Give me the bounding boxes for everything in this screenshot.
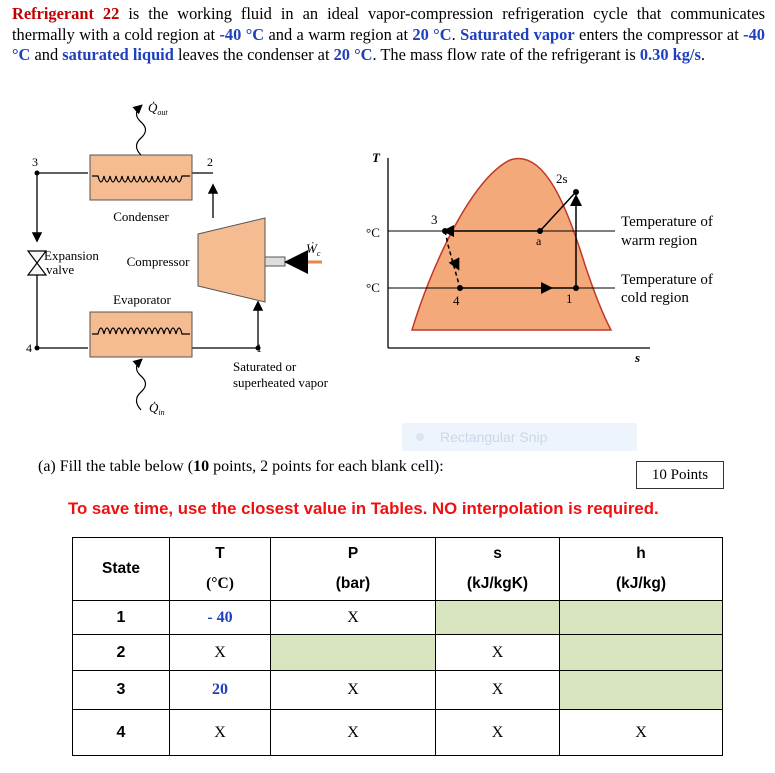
- label-3: 3: [431, 212, 438, 227]
- label-a: a: [536, 234, 542, 248]
- saturated-liquid: saturated liquid: [62, 45, 174, 64]
- problem-statement: [12, 4, 765, 66]
- record-icon: [416, 433, 424, 441]
- cell-s4: X: [436, 710, 560, 756]
- problem-text: and: [30, 45, 63, 64]
- state-label-3: 3: [32, 155, 38, 169]
- cold-label-1: Temperature of: [621, 272, 713, 288]
- problem-text: and a warm region at: [264, 24, 413, 44]
- cell-p4: X: [271, 710, 436, 756]
- tick-warm: °C: [366, 225, 380, 240]
- cold-temp: -40 °C: [219, 24, 265, 44]
- label-2s: 2s: [556, 171, 568, 186]
- schematic: [26, 100, 329, 417]
- cell-s1[interactable]: [436, 601, 560, 635]
- cell-t1: - 40: [170, 601, 271, 635]
- cell-p2[interactable]: [271, 635, 436, 671]
- problem-text: .: [451, 24, 461, 44]
- point-1: [573, 285, 579, 291]
- q-out-label: $Q̇_{out}$: [148, 100, 168, 117]
- cell-h3[interactable]: [560, 671, 723, 710]
- point-4: [457, 285, 463, 291]
- table-row: [73, 710, 723, 756]
- cycle-diagram: [0, 95, 775, 450]
- header-t: T (°C): [170, 538, 271, 601]
- q-out-arrow: [137, 106, 146, 155]
- mass-flow: 0.30 kg/s: [639, 45, 701, 64]
- evaporator-box: [90, 312, 192, 357]
- cell-t2: X: [170, 635, 271, 671]
- t-axis-label: T: [372, 150, 380, 165]
- warm-label-1: Temperature of: [621, 214, 713, 230]
- header-h: h (kJ/kg): [560, 538, 723, 601]
- q-in-label: $Q̇_{in}$: [149, 400, 165, 417]
- expansion-label-1: Expansion: [44, 248, 99, 263]
- cell-t4: X: [170, 710, 271, 756]
- table-row: [73, 635, 723, 671]
- sat-label-2: superheated vapor: [233, 375, 328, 390]
- saturation-dome: [412, 158, 611, 330]
- state-1: 1: [73, 601, 170, 635]
- header-s: s (kJ/kgK): [436, 538, 560, 601]
- table-row: [73, 601, 723, 635]
- part-a-instruction: (a) Fill the table below (10 points, 2 points for each blank cell):: [38, 458, 444, 475]
- node-4-dot: [35, 346, 40, 351]
- q-in-arrow: [137, 360, 146, 410]
- cell-h2[interactable]: [560, 635, 723, 671]
- state-label-4: 4: [26, 341, 32, 355]
- sat-label-1: Saturated or: [233, 359, 297, 374]
- problem-text: . The mass flow rate of the refrigerant is: [372, 45, 640, 64]
- condenser-label: Condenser: [113, 209, 169, 224]
- snip-overlay[interactable]: [402, 423, 637, 451]
- cell-p1: X: [271, 601, 436, 635]
- state-label-2: 2: [207, 155, 213, 169]
- label-1: 1: [566, 291, 573, 306]
- cell-t3: 20: [170, 671, 271, 710]
- snip-label: Rectangular Snip: [440, 429, 548, 445]
- cell-h4: X: [560, 710, 723, 756]
- condenser-temp: 20 °C: [333, 45, 373, 64]
- node-3-dot: [35, 171, 40, 176]
- tick-cold: °C: [366, 280, 380, 295]
- point-2s: [573, 189, 579, 195]
- work-label: Ẇ$_c$: [306, 241, 321, 258]
- ts-diagram: [366, 150, 713, 365]
- evaporator-label: Evaporator: [113, 292, 171, 307]
- note-text: To save time, use the closest value in Tables. NO interpolation is required.: [68, 499, 659, 518]
- compressor-shaft: [265, 257, 285, 266]
- state-2: 2: [73, 635, 170, 671]
- table-header-row: [73, 538, 723, 601]
- inlet-temp: -40 °C: [12, 24, 765, 64]
- state-4: 4: [73, 710, 170, 756]
- table-row: [73, 671, 723, 710]
- state-table: [72, 537, 723, 756]
- cell-s3: X: [436, 671, 560, 710]
- cell-h1[interactable]: [560, 601, 723, 635]
- label-4: 4: [453, 293, 460, 308]
- state-3: 3: [73, 671, 170, 710]
- s-axis-label: s: [635, 350, 641, 365]
- header-p: P (bar): [271, 538, 436, 601]
- cell-p3: X: [271, 671, 436, 710]
- compressor-body: [198, 218, 265, 302]
- pipe-1: [192, 303, 258, 348]
- state-label-1: 1: [256, 341, 262, 355]
- problem-text: is the working fluid in an ideal vapor-compression refrigeration cycle that communicates thermally with a cold region at: [12, 4, 765, 44]
- header-state: State: [73, 538, 170, 601]
- problem-text: enters the compressor at: [574, 24, 744, 44]
- warm-label-2: warm region: [621, 233, 698, 249]
- warm-temp: 20 °C: [412, 24, 452, 44]
- cell-s2: X: [436, 635, 560, 671]
- saturated-vapor: Saturated vapor: [460, 24, 575, 44]
- problem-text: leaves the condenser at: [173, 45, 334, 64]
- problem-text: .: [700, 45, 705, 64]
- points-box: 10 Points: [636, 461, 724, 489]
- cold-label-2: cold region: [621, 290, 689, 306]
- refrigerant-name: Refrigerant 22: [12, 4, 120, 23]
- compressor-label: Compressor: [126, 254, 190, 269]
- point-3: [442, 228, 448, 234]
- expansion-label-2: valve: [46, 262, 75, 277]
